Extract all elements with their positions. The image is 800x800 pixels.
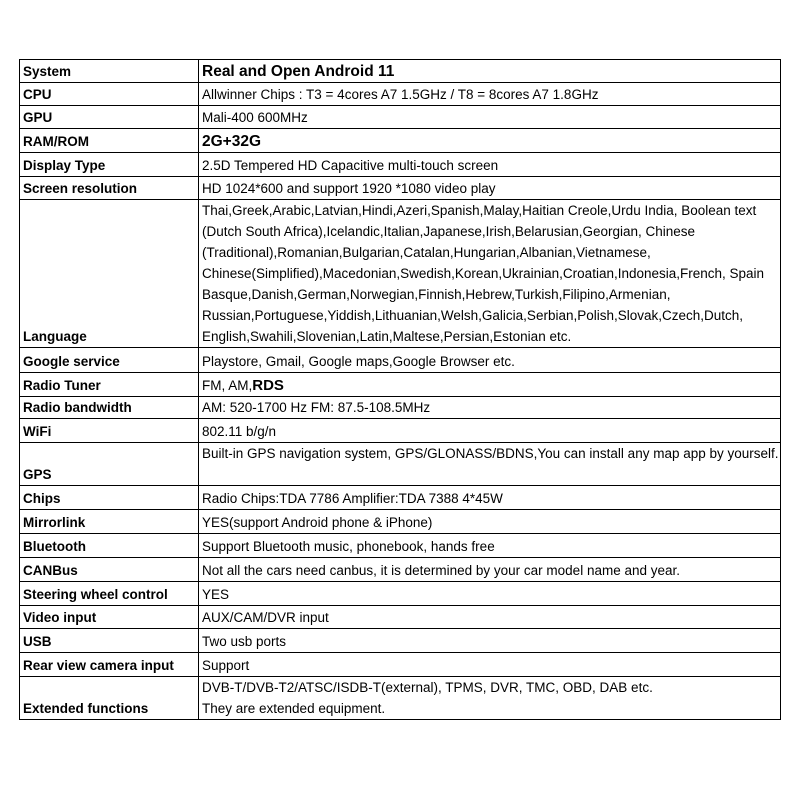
spec-value-text: Two usb ports — [202, 634, 287, 649]
spec-row — [20, 129, 781, 153]
spec-label: Language — [20, 200, 199, 348]
spec-value — [199, 606, 781, 629]
spec-row — [20, 653, 781, 677]
spec-value — [199, 153, 781, 177]
spec-value — [199, 486, 781, 510]
spec-row — [20, 510, 781, 534]
spec-value — [199, 629, 781, 653]
spec-row — [20, 373, 781, 397]
spec-value — [199, 653, 781, 677]
spec-value — [199, 443, 781, 486]
spec-value-text: Radio Chips:TDA 7786 Amplifier:TDA 7388 4*45W — [202, 491, 503, 506]
spec-value-text: Support — [202, 658, 250, 673]
spec-label: GPS — [20, 443, 199, 486]
spec-value — [199, 677, 781, 720]
spec-value-text: DVB-T/DVB-T2/ATSC/ISDB-T(external), TPMS, DVR, TMC, OBD, DAB etc. — [202, 680, 653, 695]
spec-label: Extended functions — [20, 677, 199, 720]
spec-label: Chips — [20, 486, 199, 510]
spec-row — [20, 106, 781, 129]
spec-label: Bluetooth — [20, 534, 199, 558]
spec-label: Rear view camera input — [20, 653, 199, 677]
spec-value-text: 802.11 b/g/n — [202, 424, 277, 439]
spec-table — [19, 59, 781, 720]
spec-value — [199, 200, 781, 348]
spec-label: System — [20, 60, 199, 83]
spec-label: Radio bandwidth — [20, 397, 199, 419]
spec-value-text: Mali-400 600MHz — [202, 110, 308, 125]
spec-value-bold-text: RDS — [252, 377, 284, 394]
spec-row — [20, 534, 781, 558]
spec-row — [20, 486, 781, 510]
spec-table-body — [20, 60, 781, 720]
spec-label: CANBus — [20, 558, 199, 582]
spec-label: WiFi — [20, 419, 199, 443]
spec-value — [199, 106, 781, 129]
spec-label: Mirrorlink — [20, 510, 199, 534]
spec-value — [199, 558, 781, 582]
spec-value — [199, 582, 781, 606]
spec-label: Video input — [20, 606, 199, 629]
spec-label: RAM/ROM — [20, 129, 199, 153]
spec-row — [20, 677, 781, 720]
spec-row — [20, 582, 781, 606]
spec-value — [199, 177, 781, 200]
spec-value-text: YES — [202, 587, 230, 602]
spec-row — [20, 419, 781, 443]
spec-value-text-line2: They are extended equipment. — [202, 701, 386, 716]
spec-value — [199, 129, 781, 153]
spec-value-text: AM: 520-1700 Hz FM: 87.5-108.5MHz — [202, 400, 431, 415]
spec-row — [20, 83, 781, 106]
spec-row — [20, 558, 781, 582]
spec-row — [20, 60, 781, 83]
spec-row — [20, 153, 781, 177]
spec-value-text: 2G+32G — [202, 133, 262, 150]
spec-value — [199, 348, 781, 373]
spec-label: Google service — [20, 348, 199, 373]
spec-value — [199, 60, 781, 83]
spec-value — [199, 397, 781, 419]
spec-label: Steering wheel control — [20, 582, 199, 606]
spec-row — [20, 629, 781, 653]
spec-row — [20, 606, 781, 629]
spec-label: Radio Tuner — [20, 373, 199, 397]
spec-value-text: HD 1024*600 and support 1920 *1080 video play — [202, 181, 496, 196]
spec-label: CPU — [20, 83, 199, 106]
spec-row — [20, 177, 781, 200]
spec-row — [20, 443, 781, 486]
spec-row — [20, 348, 781, 373]
spec-value — [199, 83, 781, 106]
spec-label: Display Type — [20, 153, 199, 177]
spec-value-text: YES(support Android phone & iPhone) — [202, 515, 433, 530]
spec-value-text: Support Bluetooth music, phonebook, hands free — [202, 539, 495, 554]
spec-value — [199, 534, 781, 558]
spec-row — [20, 397, 781, 419]
spec-value — [199, 510, 781, 534]
spec-value — [199, 373, 781, 397]
spec-label: Screen resolution — [20, 177, 199, 200]
spec-value-text: AUX/CAM/DVR input — [202, 610, 329, 625]
spec-value-text: Built-in GPS navigation system, GPS/GLONASS/BDNS,You can install any map app by yourself. — [202, 446, 779, 461]
spec-value-text: FM, AM, — [202, 378, 253, 393]
spec-row — [20, 200, 781, 348]
spec-value-text: Allwinner Chips : T3 = 4cores A7 1.5GHz / T8 = 8cores A7 1.8GHz — [202, 87, 599, 102]
spec-value-text: Thai,Greek,Arabic,Latvian,Hindi,Azeri,Spanish,Malay,Haitian Creole,Urdu India, Boolean text (Dutch South Africa),Icelandic,Italian,Japanese,Irish,Belarusian,Georgian, Chinese (Traditional),Romanian,Bulgarian,Catalan,Hungarian,Albanian,Vietnamese, Chinese(Simplified),Macedonian,Swedish,Korean,Ukrainian,Croatian,Indonesia,French, Spain Basque,Danish,German,Norwegian,Finnish,Hebrew,Turkish,Filipino,Armenian, Russian,Portuguese,Yiddish,Lithuanian,Welsh,Galicia,Serbian,Polish,Slovak,Czech,Dutch, English,Swahili,Slovenian,Latin,Maltese,Persian,Estonian etc. — [202, 203, 765, 344]
spec-value-text: Real and Open Android 11 — [202, 63, 395, 80]
spec-value-text: 2.5D Tempered HD Capacitive multi-touch screen — [202, 158, 499, 173]
spec-value — [199, 419, 781, 443]
spec-value-text: Not all the cars need canbus, it is determined by your car model name and year. — [202, 563, 681, 578]
spec-value-text: Playstore, Gmail, Google maps,Google Browser etc. — [202, 354, 515, 369]
spec-label: USB — [20, 629, 199, 653]
spec-label: GPU — [20, 106, 199, 129]
